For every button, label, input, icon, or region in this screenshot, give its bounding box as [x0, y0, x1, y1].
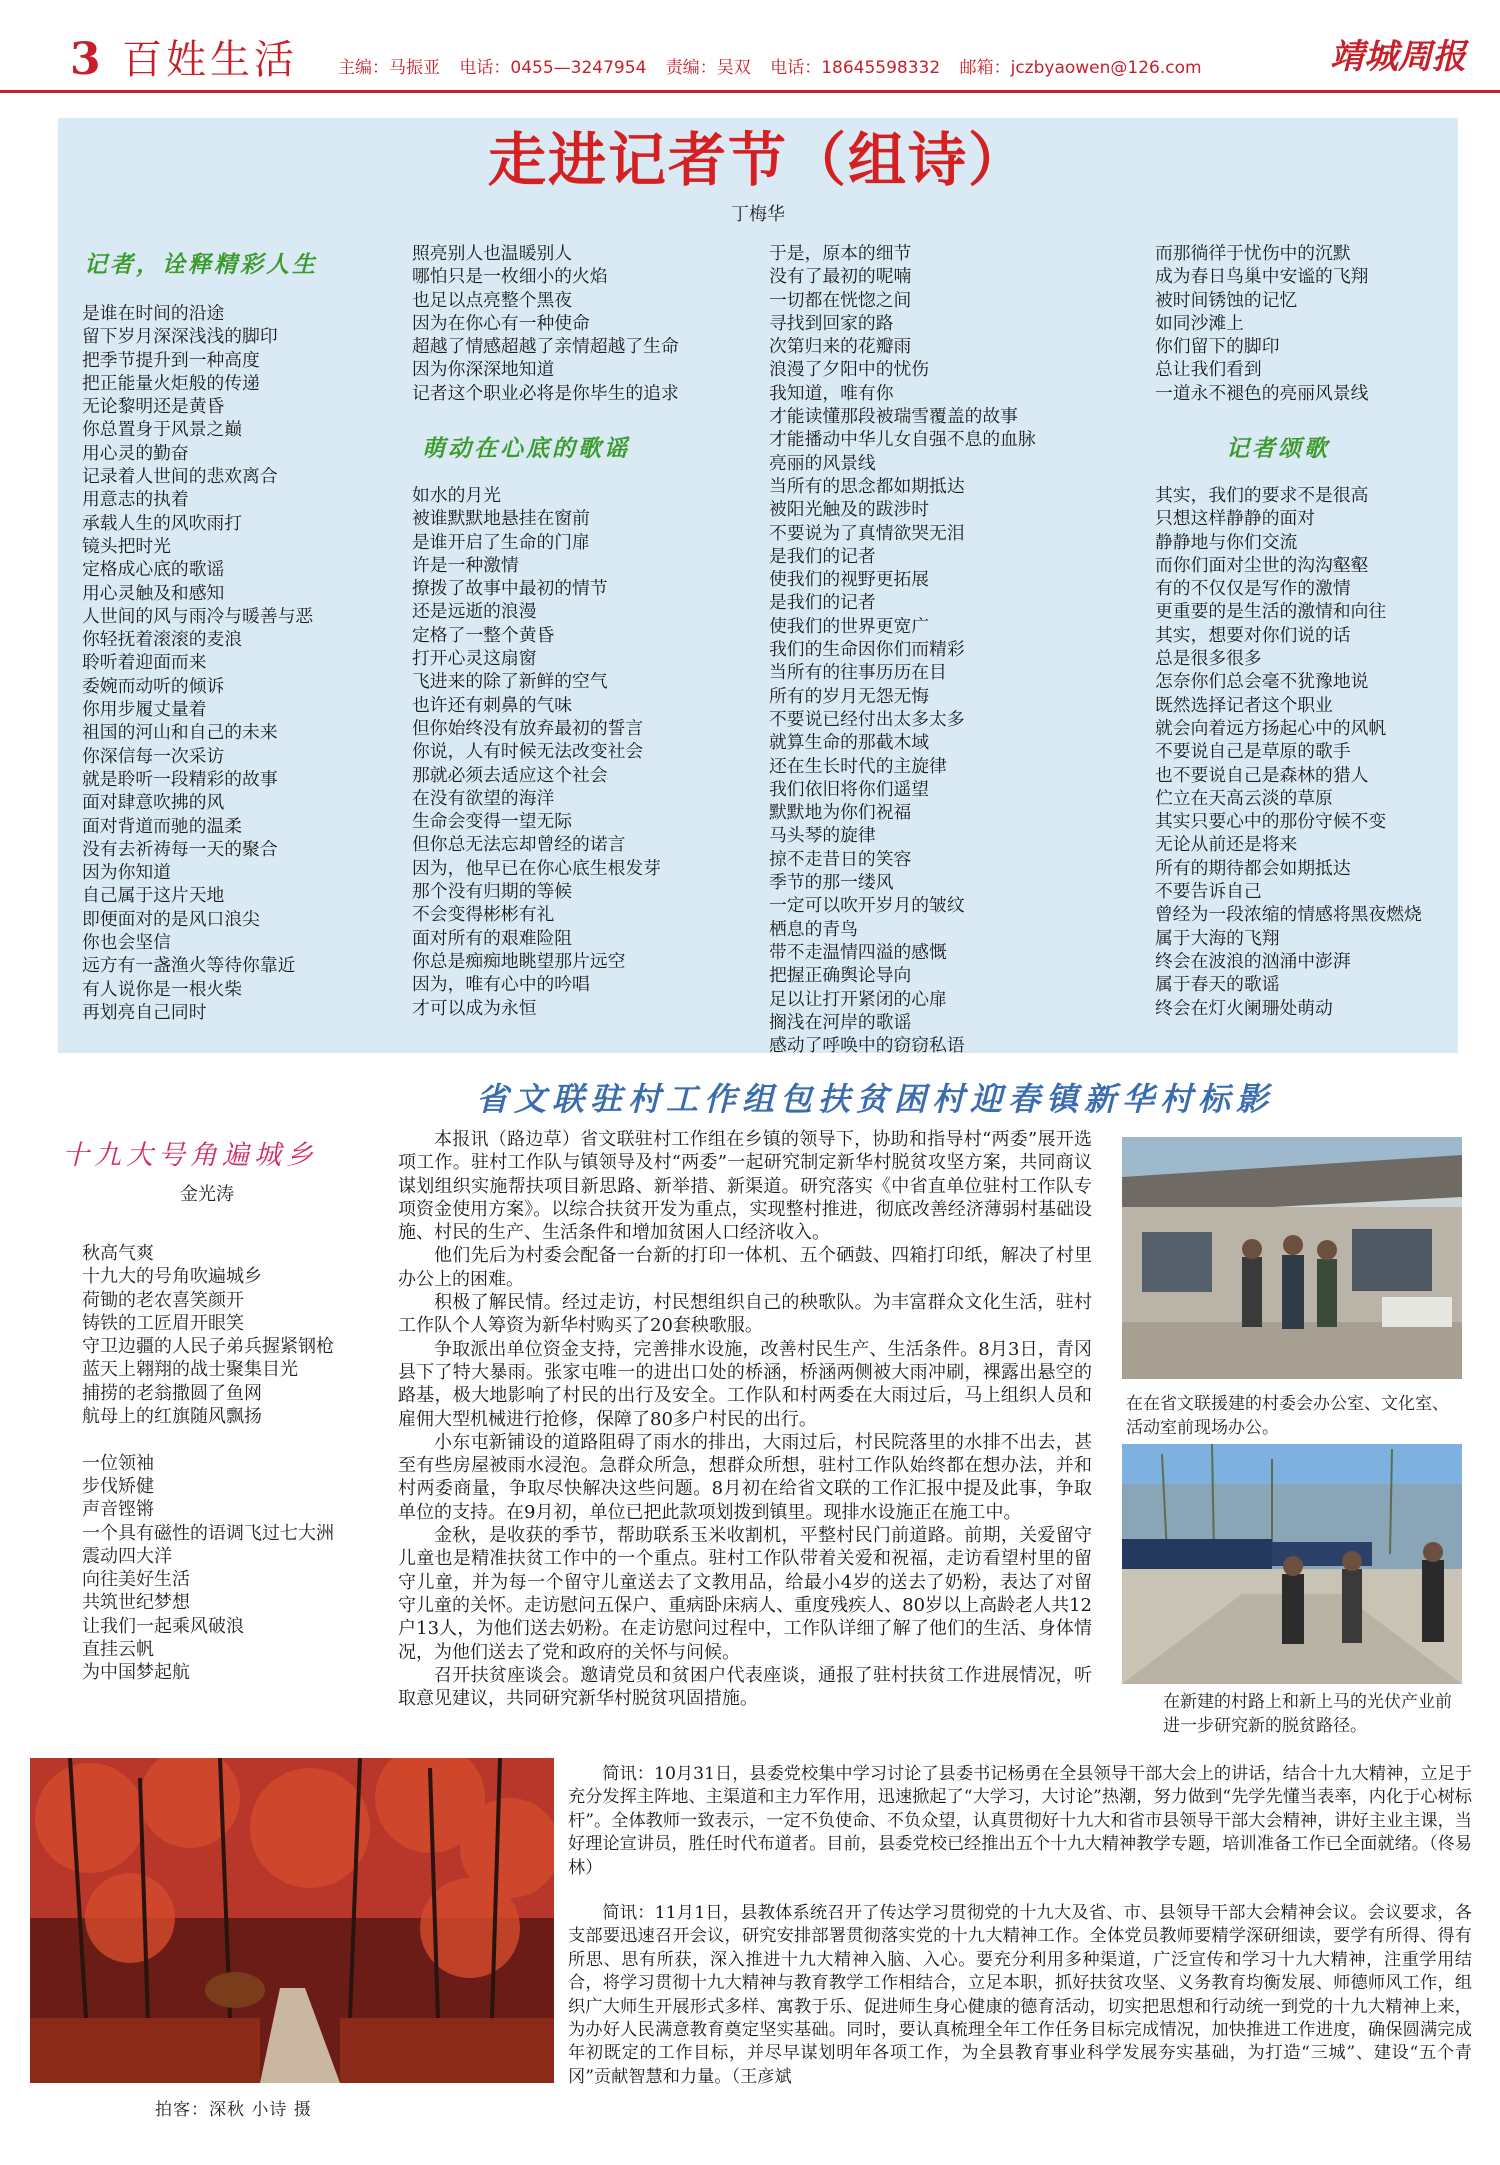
- poem-line: 那个没有归期的等候: [412, 881, 573, 903]
- poem-line: 而你们面对尘世的沟沟壑壑: [1155, 554, 1369, 576]
- poem-line: 还是远逝的浪漫: [412, 601, 537, 623]
- chief-editor: 主编：马振亚: [338, 58, 440, 78]
- poem-line: 属于春天的歌谣: [1155, 974, 1280, 996]
- poem-line: 是谁开启了生命的门扉: [412, 531, 590, 553]
- newspaper-logo: 靖城周报: [1330, 37, 1466, 77]
- poem-column-4b: [1155, 484, 1422, 1020]
- poem-column-1: [82, 302, 313, 1024]
- poem-section-heading-2: 萌动在心底的歌谣: [422, 435, 630, 462]
- poem-line: 使我们的视野更拓展: [769, 569, 930, 591]
- poem-line: 不要说为了真情欲哭无泪: [769, 522, 965, 544]
- side-poem-line: 震动四大洋: [82, 1545, 172, 1567]
- poem-line: 被阳光触及的跋涉时: [769, 499, 930, 521]
- poem-column-2a: [412, 242, 679, 405]
- poem-line: 当所有的往事历历在目: [769, 662, 947, 684]
- poem-line: 但你始终没有放弃最初的誓言: [412, 717, 644, 739]
- poem-line: 但你总无法忘却曾经的诺言: [412, 834, 626, 856]
- side-poem-line: 让我们一起乘风破浪: [82, 1615, 244, 1637]
- poem-line: 无论从前还是将来: [1155, 834, 1298, 856]
- poem-line: 用心灵触及和感知: [82, 582, 225, 604]
- article-body: [398, 1128, 1092, 1710]
- poem-line: 马头琴的旋律: [769, 825, 876, 847]
- article-paragraph: 积极了解民情。经过走访，村民想组织自己的秧歌队。为丰富群众文化生活，驻村工作队个人筹资为新华村购买了20套秧歌服。: [398, 1292, 1092, 1337]
- poem-line: 你总是痴痴地眺望那片远空: [412, 950, 626, 972]
- poem-line: 我们的生命因你们而精彩: [769, 639, 965, 661]
- poem-line: 也足以点亮整个黑夜: [412, 289, 573, 311]
- poem-line: 有人说你是一根火柴: [82, 978, 243, 1000]
- poem-line: 是我们的记者: [769, 545, 876, 567]
- poem-section-heading-4: 记者颂歌: [1226, 435, 1330, 462]
- poem-line: 没有了最初的呢喃: [769, 266, 912, 288]
- poem-line: 才能播动中华儿女自强不息的血脉: [769, 429, 1036, 451]
- poem-line: 一切都在恍惚之间: [769, 289, 912, 311]
- article-paragraph: 小东屯新铺设的道路阻碍了雨水的排出，大雨过后，村民院落里的水排不出去，甚至有些房屋被雨水浸泡。急群众所急，想群众所想，驻村工作队始终都在想办法，并和村两委商量，争取尽快解决这些问题。8月初在给省文联的工作汇报中提及此事，争取单位的支持。在9月初，单位已把此款项划拨到镇里。现排水设施正在施工中。: [398, 1431, 1092, 1523]
- poem-line: 也许还有刺鼻的气味: [412, 694, 573, 716]
- poem-line: 自己属于这片天地: [82, 885, 225, 907]
- poem-line: 留下岁月深深浅浅的脚印: [82, 326, 278, 348]
- poem-line: 面对肆意吹拂的风: [82, 792, 225, 814]
- poem-line: 是谁在时间的沿途: [82, 303, 225, 324]
- side-poem-title: 十九大号角遍城乡: [62, 1140, 318, 1171]
- news-briefs: [568, 1763, 1472, 2111]
- solar-road-image: [1122, 1444, 1462, 1684]
- side-poem-line: 守卫边疆的人民子弟兵握紧钢枪: [82, 1336, 334, 1358]
- poem-line: 没有去祈祷每一天的聚合: [82, 838, 278, 860]
- poem-line: 你深信每一次采访: [82, 745, 225, 767]
- poem-line: 聆听着迎面而来: [82, 652, 207, 674]
- page-header: [0, 0, 1500, 95]
- poem-column-3: [769, 242, 1036, 1057]
- poem-line: 寻找到回家的路: [769, 312, 894, 334]
- poem-line: 不要告诉自己: [1155, 881, 1262, 903]
- page-number: 3: [70, 34, 101, 85]
- email: 邮箱：jczbyaowen@126.com: [959, 58, 1202, 78]
- side-poem-line: 声音铿锵: [82, 1499, 154, 1521]
- article-title: 省文联驻村工作组包扶贫困村迎春镇新华村标影: [476, 1080, 1275, 1118]
- article-paragraph: 他们先后为村委会配备一台新的打印一体机、五个硒鼓、四箱打印纸，解决了村里办公上的困难。: [398, 1245, 1092, 1290]
- poem-line: 一定可以吹开岁月的皱纹: [769, 895, 965, 917]
- poem-line: 因为，唯有心中的吟唱: [412, 974, 590, 996]
- poem-line: 才能读懂那段被瑞雪覆盖的故事: [769, 406, 1018, 428]
- poem-line: 就会向着远方扬起心中的风帆: [1155, 717, 1387, 739]
- brief-2: 简讯：11月1日，县教体系统召开了传达学习贯彻党的十九大及省、市、县领导干部大会精神会议。会议要求，各支部要迅速召开会议，研究安排部署贯彻落实党的十九大精神工作。全体党员教师要精学深研细读，要学有所得、得有所思、思有所获，深入推进十九大精神入脑、入心。要充分利用多种渠道，广泛宣传和学习十九大精神，注重学用结合，将学习贯彻十九大精神与教育教学工作相结合，立足本职，抓好扶贫攻坚、义务教育均衡发展、师德师风工作，组织广大师生开展形式多样、寓教于乐、促进师生身心健康的德育活动，切实把思想和行动统一到党的十九大精神上来，为办好人民满意教育奠定坚实基础。同时，要认真梳理全年工作任务目标完成情况，加快推进工作进度，确保圆满完成年初既定的工作目标，并尽早谋划明年各项工作，为全县教育事业科学发展夯实基础，为打造“三城”、建设“五个青冈”贡献智慧和力量。（王彦斌: [568, 1903, 1472, 2087]
- poem-line: 所有的期待都会如期抵达: [1155, 857, 1351, 879]
- brief-1: 简讯：10月31日，县委党校集中学习讨论了县委书记杨勇在全县领导干部大会上的讲话，结合十九大精神，立足于充分发挥主阵地、主渠道和主力军作用，迅速掀起了“大学习，大讨论”热潮，努力做到“先学先懂当表率，内化于心树标杆”。全体教师一致表示，一定不负使命、不负众望，认真贯彻好十九大和省市县领导干部大会精神，讲好主业主课，当好理论宣讲员，胜任时代布道者。目前，县委党校已经推出五个十九大精神教学专题，培训准备工作已全面就绪。（佟易林）: [568, 1764, 1472, 1878]
- poem-author: 丁梅华: [731, 204, 785, 225]
- poem-line: 把季节提升到一种高度: [82, 349, 260, 371]
- poem-line: 记录着人世间的悲欢离合: [82, 466, 278, 488]
- side-poem-line: 一位领袖: [82, 1452, 154, 1474]
- side-poem-line: 航母上的红旗随风飘扬: [82, 1406, 262, 1428]
- poem-line: 而那徜徉于忧伤中的沉默: [1155, 243, 1351, 264]
- poem-line: 其实，想要对你们说的话: [1155, 624, 1351, 646]
- side-poem-line: 步伐矫健: [82, 1475, 154, 1497]
- article-paragraph: 召开扶贫座谈会。邀请党员和贫困户代表座谈，通报了驻村扶贫工作进展情况，听取意见建议，共同研究新华村脱贫巩固措施。: [398, 1664, 1092, 1710]
- side-poem-line: 共筑世纪梦想: [82, 1592, 190, 1614]
- poem-line: 远方有一盏渔火等待你靠近: [82, 955, 296, 977]
- article-paragraph: 金秋，是收获的季节，帮助联系玉米收割机，平整村民门前道路。前期，关爱留守儿童也是精准扶贫工作中的一个重点。驻村工作队带着关爱和祝福，走访看望村里的留守儿童，并为每一个留守儿童送去了文教用品，给最小4岁的送去了奶粉，表达了对留守儿童的关怀。走访慰问五保户、重病卧床病人、重度残疾人、80岁以上高龄老人共12户13人，为他们送去奶粉。在走访慰问过程中，工作队详细了解了他们的生活、身体情况，为他们送去了党和政府的关怀与问候。: [398, 1525, 1092, 1663]
- poem-line: 把握正确舆论导向: [769, 965, 912, 987]
- autumn-forest-image: [30, 1758, 554, 2083]
- poem-line: 使我们的世界更宽广: [769, 615, 930, 637]
- poem-line: 那就必须去适应这个社会: [412, 764, 608, 786]
- poem-line: 被谁默默地悬挂在窗前: [412, 508, 590, 530]
- side-poem-line: 秋高气爽: [82, 1243, 154, 1264]
- side-poem-body: [82, 1242, 334, 1685]
- poem-line: 你总置身于风景之巅: [82, 419, 243, 441]
- poem-line: 祖国的河山和自己的未来: [82, 722, 278, 744]
- poem-column-2b: [412, 484, 661, 1020]
- poem-line: 其实，我们的要求不是很高: [1155, 485, 1369, 506]
- side-poem-line: 十九大的号角吹遍城乡: [82, 1266, 262, 1288]
- poem-line: 终会在灯火阑珊处萌动: [1155, 997, 1333, 1019]
- photo-2-caption: 在新建的村路上和新上马的光伏产业前进一步研究新的脱贫路径。: [1163, 1692, 1452, 1736]
- poem-line: 定格成心底的歌谣: [82, 559, 225, 581]
- poem-line: 记者这个职业必将是你毕生的追求: [412, 382, 679, 404]
- poem-line: 委婉而动听的倾诉: [82, 675, 225, 697]
- poem-line: 你轻抚着滚滚的麦浪: [82, 629, 243, 651]
- poem-line: 无论黎明还是黄昏: [82, 396, 225, 418]
- poem-line: 亮丽的风景线: [769, 452, 876, 474]
- poem-line: 如水的月光: [412, 485, 501, 506]
- poem-line: 在没有欲望的海洋: [412, 787, 555, 809]
- poem-line: 只想这样静静的面对: [1155, 508, 1316, 530]
- poem-line: 其实只要心中的那份守候不变: [1155, 811, 1387, 833]
- poem-line: 照亮别人也温暖别人: [412, 243, 573, 264]
- side-poem-line: 直挂云帆: [82, 1639, 154, 1661]
- poem-line: 属于大海的飞翔: [1155, 927, 1280, 949]
- autumn-forest-photo: [30, 1758, 554, 2083]
- section-title: 百姓生活: [122, 37, 298, 83]
- poem-line: 搁浅在河岸的歌谣: [769, 1011, 912, 1033]
- phone-2: 电话：18645598332: [770, 58, 941, 78]
- poem-line: 终会在波浪的汹涌中澎湃: [1155, 950, 1351, 972]
- poem-line: 还在生长时代的主旋律: [769, 755, 947, 777]
- village-office-photo: [1122, 1137, 1462, 1379]
- poem-line: 更重要的是生活的激情和向往: [1155, 601, 1387, 623]
- side-poem-line: 蓝天上翱翔的战士聚集目光: [82, 1359, 298, 1381]
- poem-line: 撩拨了故事中最初的情节: [412, 578, 608, 600]
- poem-line: 用意志的执着: [82, 489, 189, 511]
- article-paragraph: 本报讯（路边草）省文联驻村工作组在乡镇的领导下，协助和指导村“两委”展开选项工作。驻村工作队与镇领导及村“两委”一起研究制定新华村脱贫攻坚方案，共同商议谋划组织实施帮扶项目新思路、新举措、新渠道。研究落实《中省直单位驻村工作队专项资金使用方案》。以综合扶贫开发为重点，实现整村推进，彻底改善经济薄弱村基础设施、村民的生产、生活条件和增加贫困人口经济收入。: [398, 1129, 1092, 1244]
- poem-line: 感动了呼唤中的窃窃私语: [769, 1035, 965, 1057]
- editor: 责编：吴双: [665, 58, 751, 78]
- poem-line: 就算生命的那截木域: [769, 732, 930, 754]
- poem-line: 成为春日鸟巢中安谧的飞翔: [1155, 266, 1369, 288]
- poem-line: 再划亮自己同时: [82, 1001, 207, 1023]
- poem-line: 被时间锈蚀的记忆: [1155, 289, 1298, 311]
- poem-line: 有的不仅仅是写作的激情: [1155, 578, 1351, 600]
- poem-line: 你说，人有时候无法改变社会: [412, 741, 644, 763]
- poem-column-4a: [1155, 242, 1368, 405]
- poem-line: 浪漫了夕阳中的忧伤: [769, 359, 930, 381]
- poem-line: 不要说自己是草原的歌手: [1155, 741, 1351, 763]
- side-poem-line: 一个具有磁性的语调飞过七大洲: [82, 1522, 334, 1544]
- poem-section-heading-1: 记者，诠释精彩人生: [84, 251, 318, 278]
- side-poem-line: 荷锄的老农喜笑颜开: [82, 1289, 244, 1311]
- poem-line: 次第归来的花瓣雨: [769, 336, 912, 358]
- editor-info: [338, 60, 1216, 77]
- header-rule: [0, 90, 1500, 93]
- poem-line: 面对所有的艰难险阻: [412, 927, 573, 949]
- poem-line: 总是很多很多: [1155, 648, 1262, 670]
- poem-line: 伫立在天高云淡的草原: [1155, 787, 1333, 809]
- phone-1: 电话：0455—3247954: [459, 58, 647, 78]
- side-poem-stanza-1: [82, 1242, 334, 1428]
- poem-line: 你用步履丈量着: [82, 699, 207, 721]
- poem-line: 一道永不褪色的亮丽风景线: [1155, 382, 1369, 404]
- poem-line: 静静地与你们交流: [1155, 531, 1298, 553]
- poem-line: 飞进来的除了新鲜的空气: [412, 671, 608, 693]
- poem-line: 带不走温情四溢的感慨: [769, 941, 947, 963]
- poem-line: 用心灵的勤奋: [82, 442, 189, 464]
- poem-line: 当所有的思念都如期抵达: [769, 475, 965, 497]
- side-poem-line: 向往美好生活: [82, 1569, 190, 1591]
- autumn-photo-caption: 拍客：深秋 小诗 摄: [155, 2100, 312, 2120]
- village-office-image: [1122, 1137, 1462, 1379]
- poem-line: 因为在你心有一种使命: [412, 312, 590, 334]
- poem-line: 因为你知道: [82, 862, 171, 884]
- poem-line: 默默地为你们祝福: [769, 802, 912, 824]
- poem-line: 我们依旧将你们遥望: [769, 778, 930, 800]
- poem-line: 掠不走昔日的笑容: [769, 848, 912, 870]
- poem-line: 即便面对的是风口浪尖: [82, 908, 260, 930]
- article-paragraph: 争取派出单位资金支持，完善排水设施，改善村民生产、生活条件。8月3日，青冈县下了特大暴雨。张家屯唯一的进出口处的桥涵，桥涵两侧被大雨冲刷，裸露出悬空的路基，极大地影响了村民的出行及安全。工作队和村两委在大雨过后，马上组织人员和雇佣大型机械进行抢修，保障了80多户村民的出行。: [398, 1338, 1092, 1430]
- poem-line: 总让我们看到: [1155, 359, 1262, 381]
- side-poem-line: 为中国梦起航: [82, 1662, 190, 1684]
- poem-line: 承载人生的风吹雨打: [82, 512, 243, 534]
- poem-line: 不要说已经付出太多太多: [769, 708, 965, 730]
- poem-line: 生命会变得一望无际: [412, 811, 573, 833]
- solar-road-photo: [1122, 1444, 1462, 1684]
- poem-line: 面对背道而驰的温柔: [82, 815, 243, 837]
- poem-line: 就是聆听一段精彩的故事: [82, 768, 278, 790]
- poem-line: 怎奈你们总会毫不犹豫地说: [1155, 671, 1369, 693]
- poem-line: 因为，他早已在你心底生根发芽: [412, 857, 661, 879]
- poem-line: 也不要说自己是森林的猎人: [1155, 764, 1369, 786]
- poem-line: 把正能量火炬般的传递: [82, 372, 260, 394]
- side-poem-stanza-2: [82, 1452, 334, 1685]
- poem-line: 不会变得彬彬有礼: [412, 904, 555, 926]
- poem-line: 栖息的青鸟: [769, 918, 858, 940]
- poem-box: [58, 118, 1458, 1057]
- poem-line: 季节的那一缕风: [769, 872, 894, 894]
- poem-title: 走进记者节（组诗）: [487, 126, 1028, 194]
- poem-line: 于是，原本的细节: [769, 243, 912, 264]
- poem-line: 定格了一整个黄昏: [412, 624, 555, 646]
- poem-line: 你们留下的脚印: [1155, 336, 1280, 358]
- poem-line: 许是一种激情: [412, 554, 519, 576]
- poem-line: 镜头把时光: [82, 535, 171, 557]
- poem-line: 哪怕只是一枚细小的火焰: [412, 266, 608, 288]
- side-poem-line: 捕捞的老翁撒圆了鱼网: [82, 1382, 262, 1404]
- poem-line: 因为你深深地知道: [412, 359, 555, 381]
- poem-line: 足以让打开紧闭的心扉: [769, 988, 947, 1010]
- poem-line: 打开心灵这扇窗: [412, 648, 537, 670]
- side-poem-line: 铸铁的工匠眉开眼笑: [82, 1312, 244, 1334]
- poem-line: 是我们的记者: [769, 592, 876, 614]
- poem-line: 人世间的风与雨冷与暖善与恶: [82, 605, 314, 627]
- photo-1-caption: 在在省文联援建的村委会办公室、文化室、活动室前现场办公。: [1126, 1394, 1449, 1438]
- side-poem-author: 金光涛: [180, 1184, 234, 1205]
- poem-line: 所有的岁月无怨无悔: [769, 685, 930, 707]
- poem-line: 既然选择记者这个职业: [1155, 694, 1333, 716]
- poem-line: 如同沙滩上: [1155, 312, 1244, 334]
- poem-line: 你也会坚信: [82, 932, 171, 954]
- poem-line: 我知道，唯有你: [769, 382, 894, 404]
- poem-line: 曾经为一段浓缩的情感将黑夜燃烧: [1155, 904, 1422, 926]
- poem-line: 超越了情感超越了亲情超越了生命: [412, 336, 679, 358]
- poem-line: 才可以成为永恒: [412, 997, 537, 1019]
